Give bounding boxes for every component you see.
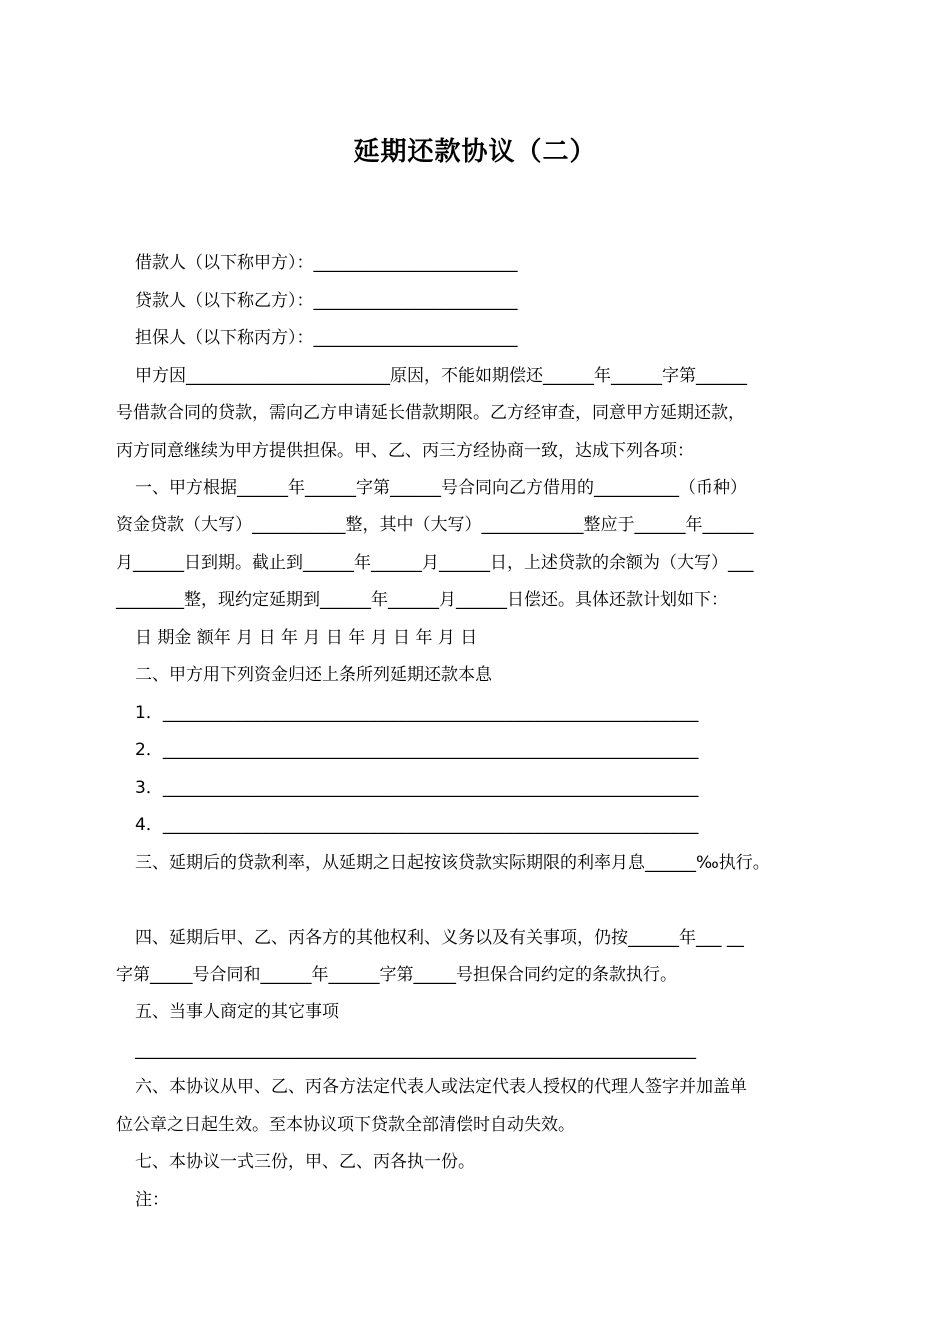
repayment-schedule-header: 日 期金 额年 月 日 年 月 日 年 月 日 年 月 日 xyxy=(135,628,478,648)
clause-7-line: 七、本协议一式三份，甲、乙、丙各执一份。 xyxy=(135,1152,475,1172)
paragraph-line: 号借款合同的贷款，需向乙方申请延长借款期限。乙方经审查，同意甲方延期还款， xyxy=(116,403,745,423)
clause-5-line: 五、当事人商定的其它事项 xyxy=(135,1002,339,1022)
other-matters-blank: __________________________________________________________________ xyxy=(135,1040,696,1060)
clause-1-line: 一、甲方根据______年______字第______号合同向乙方借用的__________（币种） xyxy=(135,478,747,498)
clause-1-line: ________整，现约定延期到______年______月______日偿还。具体还款计划如下： xyxy=(116,590,728,610)
clause-6-line: 位公章之日起生效。至本协议项下贷款全部清偿时自动失效。 xyxy=(116,1115,575,1135)
paragraph-line: 甲方因________________________原因，不能如期偿还______年______字第______ xyxy=(135,366,747,386)
paragraph-line: 丙方同意继续为甲方提供担保。甲、乙、丙三方经协商一致，达成下列各项： xyxy=(116,441,694,461)
fund-source-item: 4．_______________________________________________________________ xyxy=(135,815,699,835)
lender-line: 贷款人（以下称乙方）：________________________ xyxy=(135,291,518,311)
clause-4-line: 四、延期后甲、乙、丙各方的其他权利、义务以及有关事项，仍按______年___ __ xyxy=(135,928,744,948)
clause-1-line: 月______日到期。截止到______年______月______日，上述贷款的余额为（大写）___ xyxy=(116,553,754,573)
fund-source-item: 3．_______________________________________________________________ xyxy=(135,778,699,798)
guarantor-line: 担保人（以下称丙方）：________________________ xyxy=(135,328,518,348)
document-title: 延期还款协议（二） xyxy=(353,137,597,167)
clause-6-line: 六、本协议从甲、乙、丙各方法定代表人或法定代表人授权的代理人签字并加盖单 xyxy=(135,1077,747,1097)
fund-source-item: 1．_______________________________________________________________ xyxy=(135,703,699,723)
clause-4-line: 字第_____号合同和______年______字第_____号担保合同约定的条款执行。 xyxy=(116,965,677,985)
borrower-line: 借款人（以下称甲方）：________________________ xyxy=(135,253,518,273)
clause-2-line: 二、甲方用下列资金归还上条所列延期还款本息 xyxy=(135,665,492,685)
clause-3-line: 三、延期后的贷款利率，从延期之日起按该贷款实际期限的利率月息______‰执行。 xyxy=(135,853,770,873)
note-label: 注： xyxy=(135,1190,169,1210)
clause-1-line: 资金贷款（大写）___________整，其中（大写）____________整应于______年______ xyxy=(116,515,754,535)
fund-source-item: 2．_______________________________________________________________ xyxy=(135,740,699,760)
